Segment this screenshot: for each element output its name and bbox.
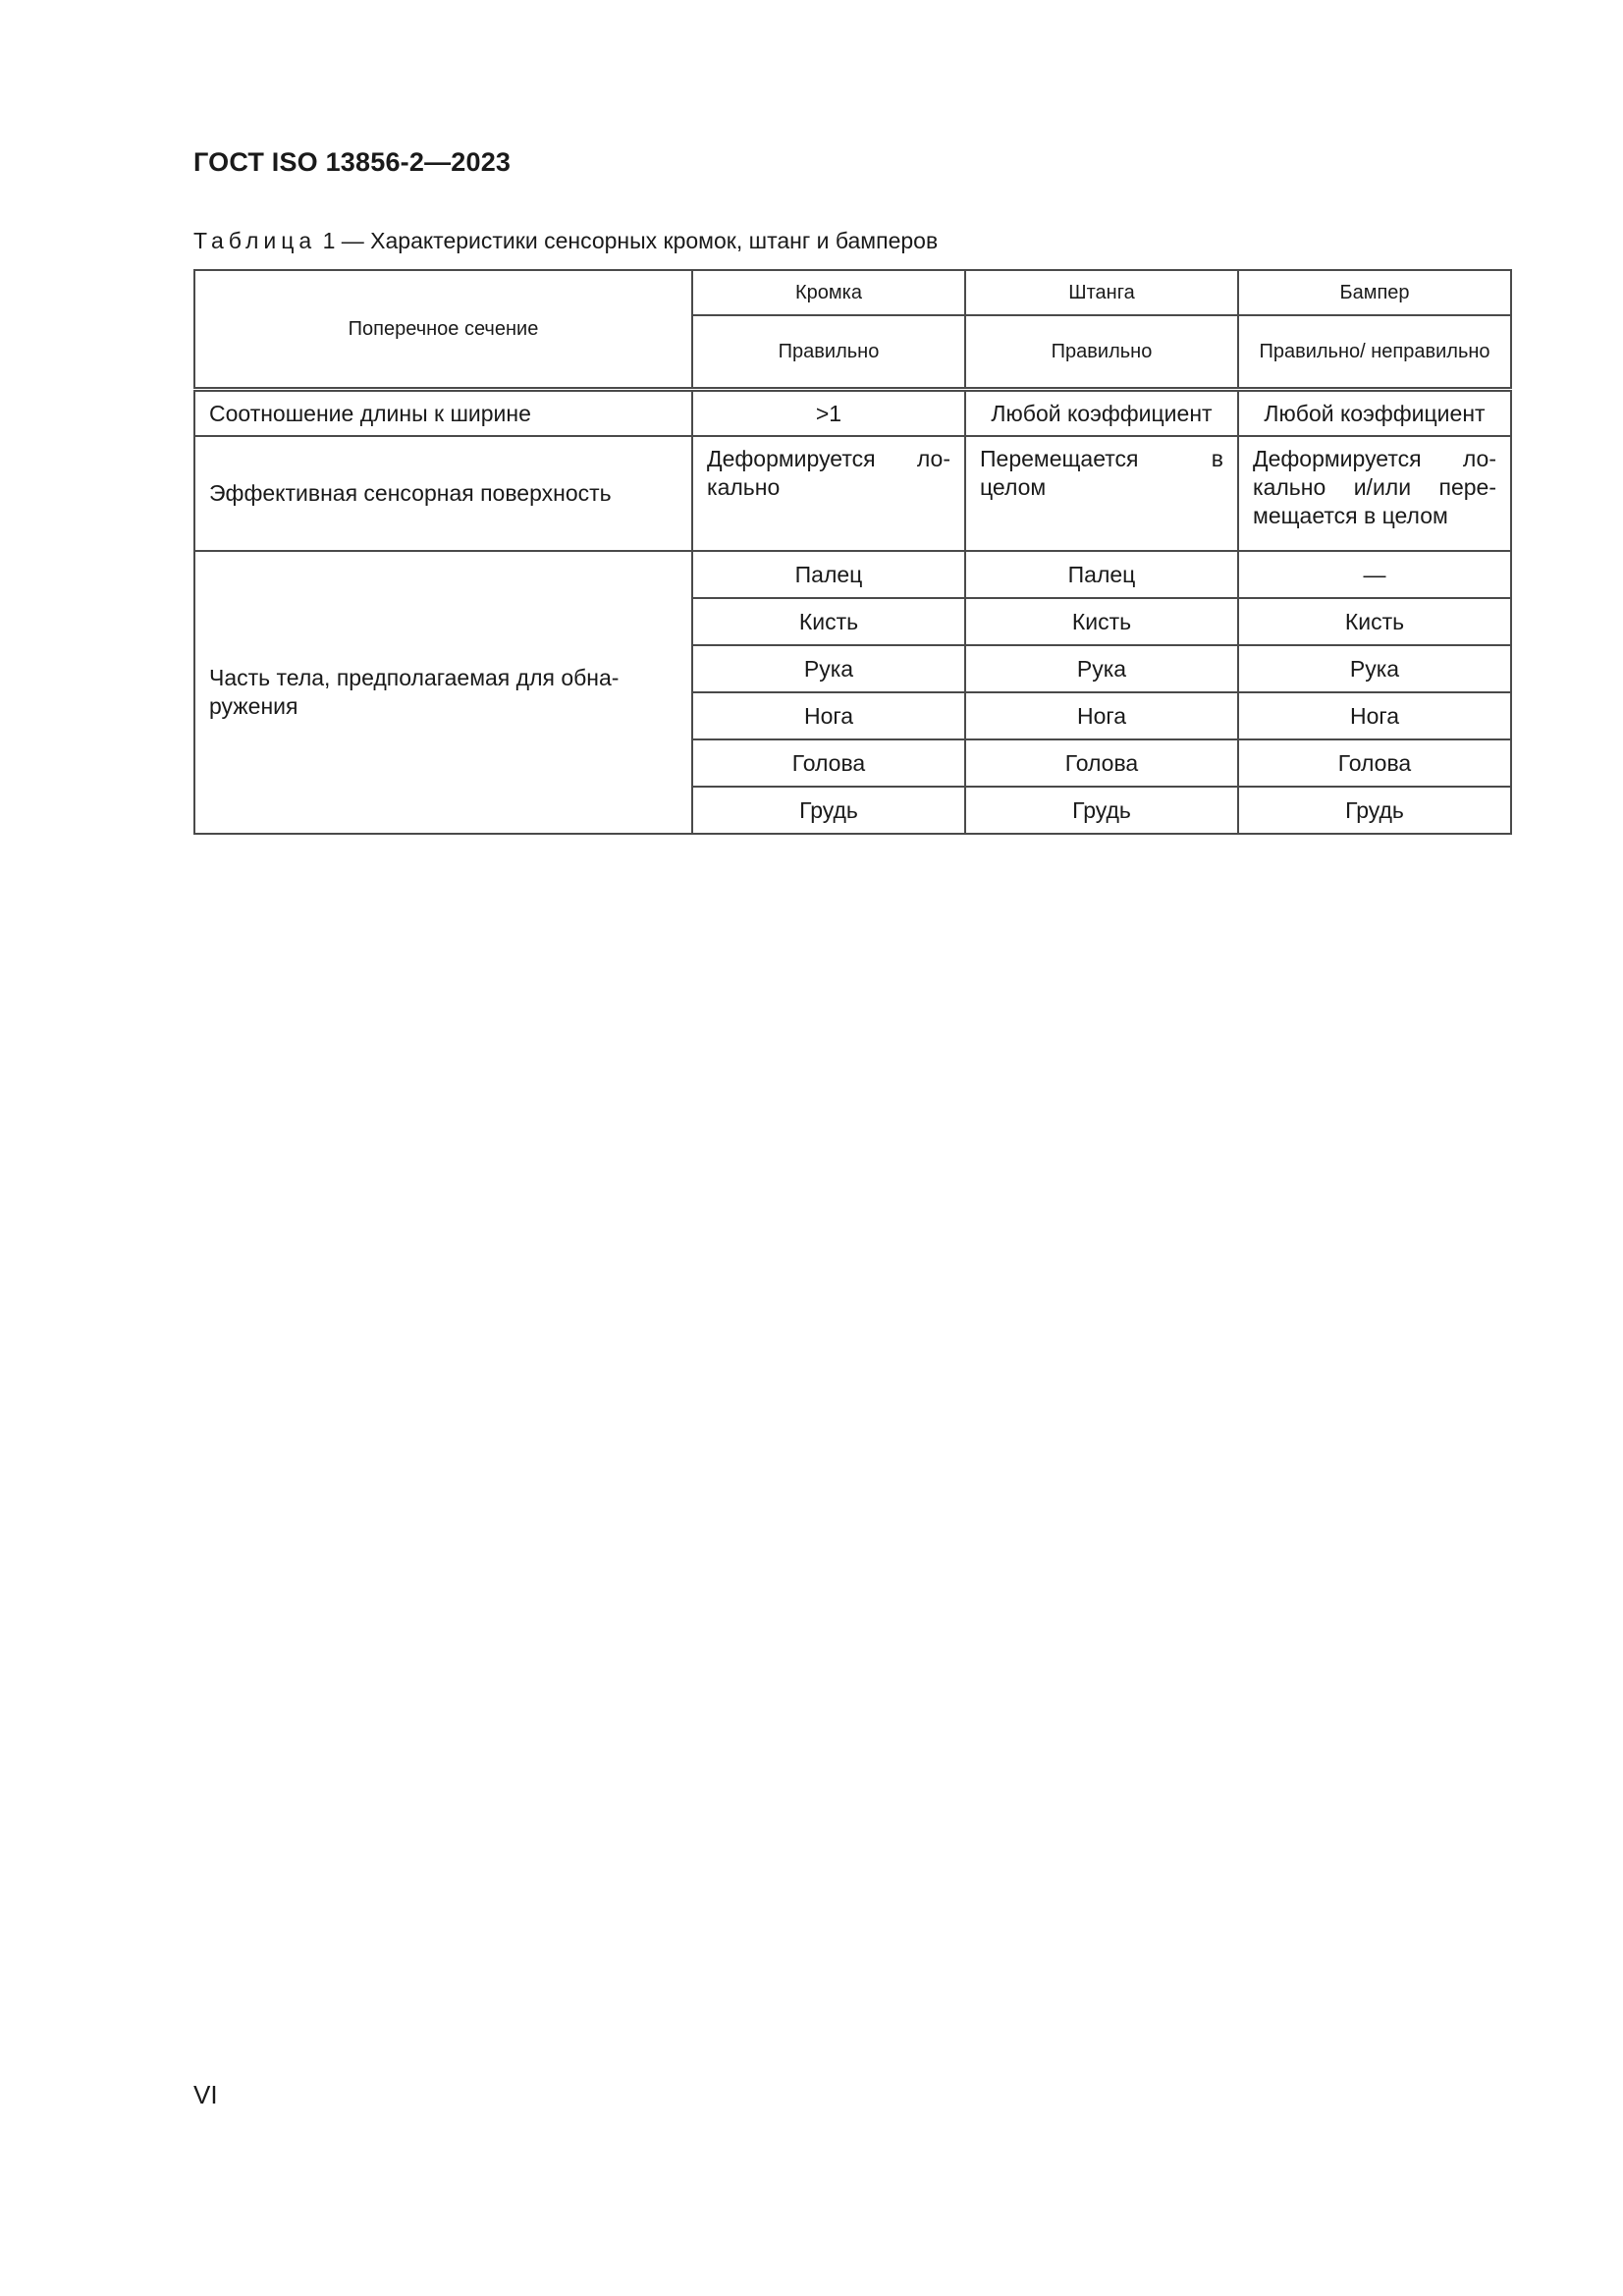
ratio-edge: >1 bbox=[692, 390, 965, 437]
cross-section-bumper: Правильно/ неправильно bbox=[1238, 315, 1511, 390]
body-part-edge: Палец bbox=[692, 551, 965, 598]
surface-edge: Деформируется локально bbox=[692, 436, 965, 551]
table-caption-word: Таблица bbox=[193, 228, 317, 253]
surface-bar: Перемещается в целом bbox=[965, 436, 1238, 551]
table-caption-text: 1 — Характеристики сенсорных кромок, штанг и бамперов bbox=[322, 228, 939, 253]
body-part-edge: Грудь bbox=[692, 787, 965, 834]
body-part-bumper: — bbox=[1238, 551, 1511, 598]
document-header: ГОСТ ISO 13856-2—2023 bbox=[193, 147, 512, 177]
body-part-edge: Рука bbox=[692, 645, 965, 692]
table-header-row bbox=[194, 270, 1511, 315]
cross-section-edge: Правильно bbox=[692, 315, 965, 390]
body-part-edge: Кисть bbox=[692, 598, 965, 645]
column-header-bumper: Бампер bbox=[1238, 270, 1511, 315]
table-caption bbox=[193, 228, 938, 254]
body-part-bumper: Кисть bbox=[1238, 598, 1511, 645]
body-part-row bbox=[194, 551, 1511, 598]
cross-section-bar: Правильно bbox=[965, 315, 1238, 390]
body-part-bar: Нога bbox=[965, 692, 1238, 739]
body-part-edge: Нога bbox=[692, 692, 965, 739]
body-part-bar: Кисть bbox=[965, 598, 1238, 645]
ratio-row bbox=[194, 390, 1511, 437]
body-part-bumper: Нога bbox=[1238, 692, 1511, 739]
ratio-label: Соотношение длины к ширине bbox=[194, 390, 692, 437]
sensing-surface-row bbox=[194, 436, 1511, 551]
column-header-edge: Кромка bbox=[692, 270, 965, 315]
page-number: VI bbox=[193, 2080, 218, 2109]
column-header-bar: Штанга bbox=[965, 270, 1238, 315]
surface-bumper: Деформируется локально и/или перемещается в целом bbox=[1238, 436, 1511, 551]
ratio-bar: Любой коэффициент bbox=[965, 390, 1238, 437]
body-part-label: Часть тела, предполагаемая для обнаружения bbox=[194, 551, 692, 834]
body-part-bumper: Грудь bbox=[1238, 787, 1511, 834]
body-part-bumper: Голова bbox=[1238, 739, 1511, 787]
body-part-bar: Голова bbox=[965, 739, 1238, 787]
body-part-bar: Рука bbox=[965, 645, 1238, 692]
header-cross-section-label: Поперечное сечение bbox=[194, 270, 692, 390]
body-part-bar: Грудь bbox=[965, 787, 1238, 834]
body-part-bar: Палец bbox=[965, 551, 1238, 598]
body-part-bumper: Рука bbox=[1238, 645, 1511, 692]
surface-label: Эффективная сенсорная поверхность bbox=[194, 436, 692, 551]
ratio-bumper: Любой коэффициент bbox=[1238, 390, 1511, 437]
sensor-characteristics-table bbox=[193, 269, 1512, 835]
body-part-edge: Голова bbox=[692, 739, 965, 787]
